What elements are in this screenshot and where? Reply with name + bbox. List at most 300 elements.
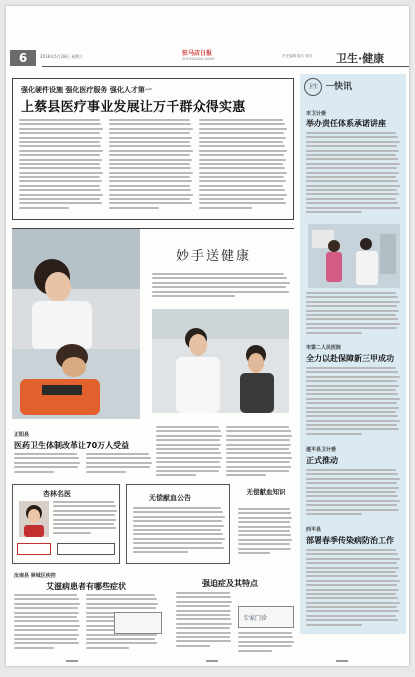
doctor-box-banner [17,543,51,555]
brief3-body [306,469,400,519]
text-line [14,603,80,605]
text-line [19,132,100,134]
text-line [199,167,285,169]
masthead-sub: ZHUMADIAN DAILY [182,57,215,61]
text-line [306,323,400,325]
lead-headline: 上蔡县医疗事业发展让万千群众得实惠 [21,100,246,115]
text-line [226,435,292,437]
text-line [14,607,78,609]
text-line [199,150,287,152]
text-line [306,500,400,502]
page-header [6,6,409,76]
text-line [226,448,289,450]
text-line [199,189,285,191]
text-line [199,123,285,125]
text-line [133,538,225,540]
text-line [306,211,362,213]
text-line [176,601,232,603]
text-line [86,453,149,455]
text-line [109,128,193,130]
text-line [19,202,102,204]
text-line [306,513,362,515]
text-line [109,154,190,156]
text-line [306,411,396,413]
mid-headline: 医药卫生体制改革让70万人受益 [14,441,130,450]
text-line [306,310,399,312]
text-line [199,137,286,139]
text-line [226,461,290,463]
feature-photo-doctor [152,309,289,413]
text-line [199,180,286,182]
text-line [306,615,396,617]
text-line [226,444,291,446]
text-line [86,457,151,459]
text-line [176,636,230,638]
text-line [86,603,158,605]
text-line [176,618,231,620]
text-line [226,470,289,472]
text-line [133,525,224,527]
text-line [109,137,192,139]
text-line [238,552,270,554]
text-line [19,119,100,121]
text-line [306,371,398,373]
text-line [199,176,284,178]
text-line [86,647,129,649]
text-line [238,539,292,541]
mid-body-col3 [156,426,222,480]
text-line [19,167,101,169]
text-line [19,145,101,147]
text-line [238,645,292,647]
text-line [109,172,193,174]
text-line [156,430,221,432]
text-line [306,553,398,555]
text-line [306,562,397,564]
text-line [156,444,221,446]
knowledge-box-body [238,508,292,560]
text-line [176,645,210,647]
text-line [19,207,69,209]
text-line [19,185,100,187]
text-line [133,529,221,531]
bottom-ad-box [114,612,162,634]
mid-body-col2 [86,453,152,479]
text-line [306,433,362,435]
text-line [109,194,193,196]
text-line [306,589,399,591]
bottom-headline-mid: 强迫症及其特点 [202,579,258,588]
text-line [306,296,398,298]
text-line [109,198,190,200]
text-line [306,424,397,426]
page-number: 6 [10,50,36,66]
brief-divider [326,85,334,86]
text-line [86,471,126,473]
bottom-mid-body [176,592,232,652]
brief-badge: 卫生 [304,78,322,96]
text-line [306,593,396,595]
text-line [306,136,398,138]
text-line [306,567,399,569]
text-line [109,150,193,152]
section-title: 卫生·健康 [336,52,385,65]
text-line [14,453,77,455]
text-line [306,367,396,369]
text-line [306,495,398,497]
text-line [19,154,100,156]
brief1-body [306,132,400,218]
photo-caption-body [306,292,400,338]
text-line [19,194,103,196]
text-line [306,549,396,551]
text-line [86,466,150,468]
text-line [306,575,398,577]
text-line [238,526,291,528]
text-line [238,650,272,652]
doctor-box-body [53,501,117,539]
text-line [238,517,292,519]
lead-body-col3 [199,119,287,215]
text-line [152,295,235,297]
text-line [306,207,400,209]
date-line: 2016年5月28日 星期六 [40,54,84,59]
text-line [19,137,102,139]
text-line [306,332,362,334]
text-line [226,439,290,441]
bottom-right-body [238,632,294,656]
text-line [306,558,400,560]
text-line [152,277,287,279]
text-line [238,632,292,634]
text-line [14,612,79,614]
text-line [199,185,283,187]
text-line [306,202,398,204]
text-line [152,286,286,288]
text-line [306,167,397,169]
blood-donation-notice [126,484,230,564]
text-line [306,407,399,409]
text-line [152,273,284,275]
brief2-body [306,367,400,441]
text-line [306,402,397,404]
doctor-profile-box [12,484,120,564]
text-line [238,543,290,545]
text-line [14,462,80,464]
news-brief-column [300,74,406,634]
text-line [109,123,191,125]
text-line [53,514,115,516]
editor-line: 责任编辑 版式 校对 [282,54,313,58]
text-line [226,426,289,428]
text-line [238,641,294,643]
brief4-headline: 部署春季传染病防治工作 [306,536,394,545]
text-line [19,180,102,182]
text-line [199,159,286,161]
text-line [306,624,362,626]
text-line [306,318,398,320]
text-line [306,487,399,489]
lead-body-col2 [109,119,193,215]
text-line [199,194,287,196]
text-line [109,167,191,169]
text-line [306,389,396,391]
text-line [133,547,224,549]
text-line [176,627,230,629]
text-line [19,123,101,125]
text-line [19,159,102,161]
text-line [238,512,291,514]
text-line [238,548,291,550]
text-line [14,634,79,636]
text-line [109,207,159,209]
newspaper-page [6,6,409,666]
feature-story [12,228,294,418]
text-line [109,132,190,134]
mid-body-col4 [226,426,292,480]
text-line [176,623,232,625]
text-line [19,172,103,174]
brief3-kicker: 遂平县卫计委 [306,447,337,453]
text-line [14,620,79,622]
text-line [156,470,219,472]
nurse-photo-image [12,229,140,419]
text-line [152,291,289,293]
text-line [199,163,283,165]
masthead: 驻马店日报 [182,50,213,57]
text-line [14,598,79,600]
text-line [306,380,397,382]
text-line [306,469,396,471]
text-line [109,119,190,121]
text-line [306,176,396,178]
text-line [199,128,287,130]
bottom-left-col1 [14,594,80,654]
text-line [19,198,100,200]
text-line [238,521,290,523]
text-line [14,466,78,468]
text-line [306,185,400,187]
text-line [306,314,396,316]
text-line [226,430,291,432]
text-line [109,185,190,187]
brief2-kicker: 市第二人民医院 [306,345,342,351]
text-line [53,501,114,503]
feature-intro [152,273,290,303]
text-line [306,482,397,484]
text-line [306,606,397,608]
text-line [306,602,400,604]
feature-photo-nurse [12,229,140,419]
brief4-body [306,549,400,629]
brief-photo [308,224,400,288]
text-line [86,607,156,609]
bottom-kicker: 汝南县 驿城区疾控 [14,573,56,579]
text-line [14,647,54,649]
footer-mark-2 [206,660,218,662]
text-line [306,504,397,506]
text-line [306,473,398,475]
text-line [109,159,192,161]
text-line [306,145,397,147]
brief-photo-image [308,224,400,288]
text-line [176,614,230,616]
text-line [306,292,396,294]
text-line [306,198,396,200]
text-line [133,507,221,509]
text-line [133,520,222,522]
text-line [53,532,91,534]
text-line [19,176,100,178]
text-line [306,154,396,156]
text-line [14,457,79,459]
text-line [226,452,291,454]
text-line [306,327,397,329]
text-line [199,202,286,204]
text-line [133,516,225,518]
text-line [14,471,54,473]
text-line [306,509,399,511]
text-line [238,508,290,510]
text-line [133,511,223,513]
doctor-photo-image [152,309,289,413]
text-line [53,510,117,512]
text-line [199,141,283,143]
text-line [306,420,400,422]
doctor-portrait-image [19,501,49,537]
text-line [176,605,230,607]
donation-box-title: 无偿献血公告 [149,494,191,502]
text-line [156,466,221,468]
text-line [156,457,222,459]
text-line [14,616,77,618]
text-line [306,385,399,387]
text-line [306,163,400,165]
text-line [109,145,191,147]
text-line [199,172,287,174]
text-line [306,610,399,612]
lead-kicker: 强化硬件设施 强化医疗服务 强化人才第一 [21,86,152,94]
text-line [156,439,220,441]
text-line [226,457,292,459]
text-line [176,596,231,598]
brief1-kicker: 市卫计委 [306,111,327,117]
text-line [86,462,152,464]
text-line [156,448,219,450]
text-line [14,642,79,644]
text-line [306,491,396,493]
text-line [156,474,196,476]
text-line [133,551,188,553]
text-line [133,533,223,535]
lead-story [12,78,294,220]
doctor-box-title: 杏林名医 [43,490,71,498]
knowledge-box-title: 无偿献血知识 [246,488,286,496]
brief-title: 快讯 [334,82,353,92]
text-line [109,202,192,204]
text-line [306,428,399,430]
text-line [306,393,398,395]
text-line [19,189,101,191]
text-line [156,426,219,428]
footer-mark-3 [336,660,348,662]
text-line [306,193,399,195]
text-line [156,461,220,463]
text-line [306,158,398,160]
text-line [306,305,397,307]
text-line [306,571,396,573]
text-line [199,198,284,200]
text-line [238,530,290,532]
text-line [86,594,155,596]
text-line [19,141,100,143]
text-line [53,505,116,507]
text-line [306,398,400,400]
feature-title: 妙手送健康 [176,249,252,264]
text-line [306,132,396,134]
text-line [199,145,285,147]
text-line [226,466,291,468]
text-line [306,301,400,303]
text-line [133,542,222,544]
text-line [306,478,400,480]
bottom-headline-left: 艾滋病患者有哪些症状 [46,582,126,591]
text-line [306,415,398,417]
bottom-ad-label: 专家门诊 [243,615,268,622]
text-line [109,189,191,191]
footer-mark-1 [66,660,78,662]
text-line [53,519,116,521]
text-line [306,376,400,378]
text-line [152,282,290,284]
text-line [109,176,190,178]
text-line [19,163,100,165]
text-line [306,172,399,174]
brief1-headline: 举办责任体系承诺讲座 [306,119,386,128]
text-line [176,640,231,642]
text-line [156,435,222,437]
donation-box-body [133,507,225,559]
text-line [306,141,400,143]
text-line [86,642,157,644]
text-line [306,180,398,182]
text-line [238,636,293,638]
text-line [53,523,114,525]
mid-body-col1 [14,453,80,479]
text-line [306,580,400,582]
text-line [226,474,266,476]
doctor-box-ad [57,543,115,555]
text-line [238,534,291,536]
text-line [306,597,398,599]
text-line [109,141,190,143]
brief2-headline: 全力以赴保障新三甲成功 [306,354,394,363]
text-line [199,154,284,156]
text-line [53,527,116,529]
text-line [199,119,283,121]
bottom-ad-label-box [238,606,294,628]
text-line [19,150,103,152]
text-line [14,594,77,596]
text-line [306,584,397,586]
mid-kicker: 正阳县 [14,432,30,438]
text-line [86,598,157,600]
text-line [176,610,231,612]
header-rule [42,66,409,67]
text-line [156,452,221,454]
text-line [14,625,80,627]
text-line [199,207,252,209]
